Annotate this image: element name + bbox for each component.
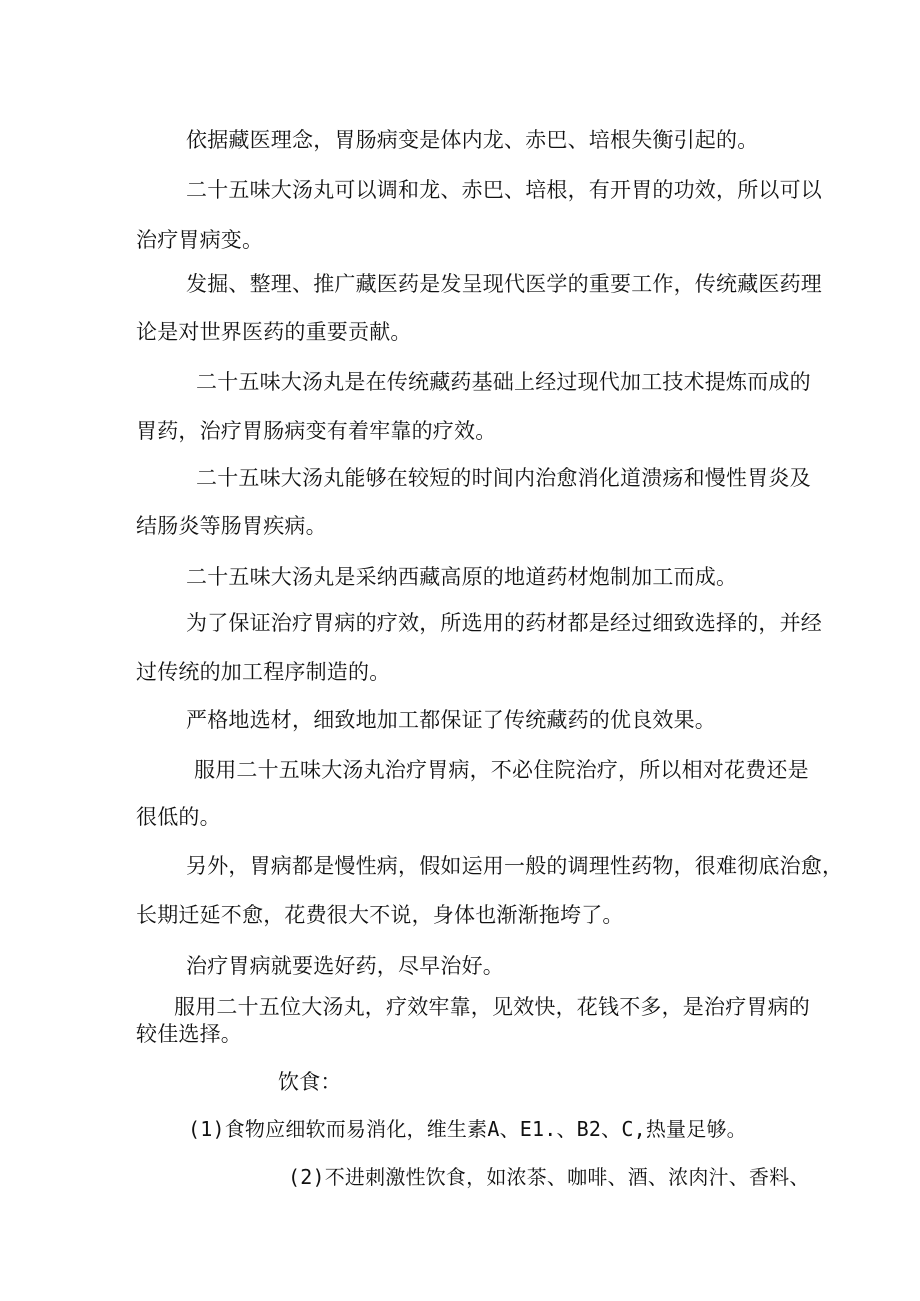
- paragraph-line-6: 二十五味大汤丸是在传统藏药基础上经过现代加工技术提炼而成的: [196, 370, 811, 394]
- paragraph-line-10: 二十五味大汤丸是采纳西藏高原的地道药材炮制加工而成。: [186, 565, 738, 589]
- paragraph-line-15: 很低的。: [136, 805, 221, 829]
- diet-item-1: (1)食物应细软而易消化，维生素A、E1.、B2、C,热量足够。: [188, 1117, 747, 1141]
- section-heading-diet: 饮食：: [278, 1070, 342, 1094]
- paragraph-line-7: 胃药，治疗胃肠病变有着牢靠的疗效。: [136, 419, 497, 443]
- paragraph-line-1: 依据藏医理念，胃肠病变是体内龙、赤巴、培根失衡引起的。: [186, 128, 759, 152]
- diet-item-2: (2)不进刺激性饮食，如浓茶、咖啡、酒、浓肉汁、香料、: [288, 1165, 810, 1189]
- paragraph-line-16: 另外，胃病都是慢性病，假如运用一般的调理性药物，很难彻底治愈，: [186, 854, 844, 878]
- paragraph-line-13: 严格地选材，细致地加工都保证了传统藏药的优良效果。: [186, 708, 716, 732]
- paragraph-line-2: 二十五味大汤丸可以调和龙、赤巴、培根，有开胃的功效，所以可以: [186, 178, 822, 202]
- paragraph-line-18: 治疗胃病就要选好药，尽早治好。: [186, 954, 504, 978]
- paragraph-line-4: 发掘、整理、推广藏医药是发呈现代医学的重要工作，传统藏医药理: [186, 272, 822, 296]
- paragraph-line-8: 二十五味大汤丸能够在较短的时间内治愈消化道溃疡和慢性胃炎及: [196, 466, 811, 490]
- paragraph-line-11: 为了保证治疗胃病的疗效，所选用的药材都是经过细致选择的，并经: [186, 611, 822, 635]
- paragraph-line-12: 过传统的加工程序制造的。: [136, 660, 391, 684]
- paragraph-line-9: 结肠炎等肠胃疾病。: [136, 514, 327, 538]
- paragraph-line-14: 服用二十五味大汤丸治疗胃病，不必住院治疗，所以相对花费还是: [194, 758, 809, 782]
- paragraph-line-20: 较佳选择。: [136, 1022, 242, 1046]
- paragraph-line-5: 论是对世界医药的重要贡献。: [136, 320, 412, 344]
- paragraph-line-19: 服用二十五位大汤丸，疗效牢靠，见效快，花钱不多，是治疗胃病的: [174, 995, 810, 1019]
- paragraph-line-17: 长期迁延不愈，花费很大不说，身体也渐渐拖垮了。: [136, 903, 624, 927]
- paragraph-line-3: 治疗胃病变。: [136, 228, 264, 252]
